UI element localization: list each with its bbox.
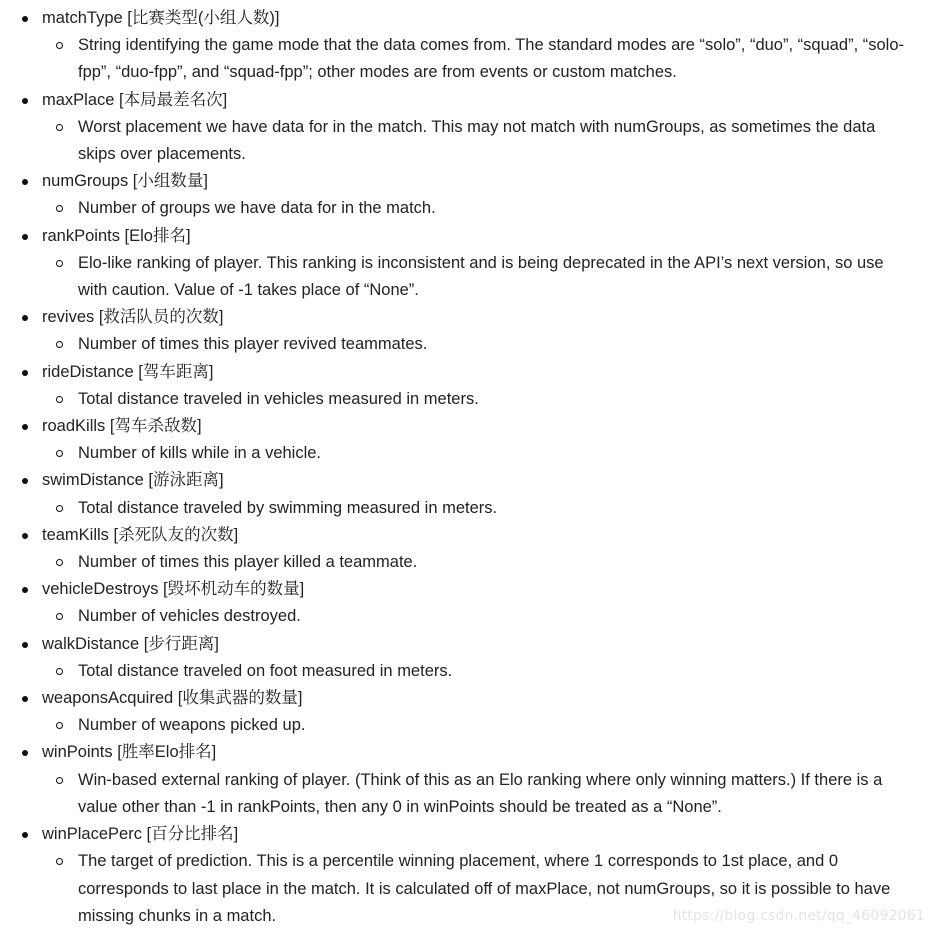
field-description: Number of times this player revived teammates. <box>78 335 428 354</box>
field-row <box>42 467 933 494</box>
field-name: maxPlace <box>42 90 115 109</box>
field-item <box>0 304 933 358</box>
field-description-item <box>42 495 933 522</box>
field-chinese-label: [驾车距离] <box>133 362 214 381</box>
bullet-circle-icon <box>56 858 63 865</box>
field-description: Number of weapons picked up. <box>78 716 306 735</box>
bullet-disc-icon <box>22 98 28 104</box>
field-chinese-label: [胜率Elo排名] <box>112 743 217 762</box>
bullet-disc-icon <box>22 696 28 702</box>
field-row <box>42 631 933 658</box>
field-chinese-label: [比赛类型(小组人数)] <box>122 9 280 27</box>
bullet-disc-icon <box>22 370 28 376</box>
bullet-disc-icon <box>22 424 28 430</box>
bullet-disc-icon <box>22 750 28 756</box>
field-name: winPlacePerc <box>42 825 142 844</box>
field-description-item <box>42 331 933 358</box>
field-name: roadKills <box>42 417 106 436</box>
field-item <box>0 467 933 521</box>
field-chinese-label: [毁坏机动车的数量] <box>158 580 305 599</box>
field-item <box>0 631 933 685</box>
bullet-circle-icon <box>56 205 63 212</box>
field-chinese-label: [Elo排名] <box>119 226 191 245</box>
field-row <box>42 576 933 603</box>
field-name: vehicleDestroys <box>42 580 159 599</box>
field-description: Win-based external ranking of player. (Think of this as an Elo ranking where only winning matters.) If there is a value other than -1 in rankPoints, then any 0 in winPoints should be treated as a “None”. <box>78 770 883 816</box>
field-row <box>42 5 933 32</box>
field-description-item <box>42 549 933 576</box>
bullet-circle-icon <box>56 722 63 729</box>
field-description-list <box>42 195 933 222</box>
bullet-circle-icon <box>56 777 63 784</box>
field-description: Number of kills while in a vehicle. <box>78 444 322 463</box>
field-name: weaponsAcquired <box>42 689 174 708</box>
field-chinese-label: [救活队员的次数] <box>94 308 224 327</box>
field-item <box>0 168 933 222</box>
field-description-item <box>42 32 933 86</box>
field-item <box>0 685 933 739</box>
field-row <box>42 522 933 549</box>
field-name: rideDistance <box>42 362 134 381</box>
field-description-list <box>42 250 933 304</box>
field-description: Number of vehicles destroyed. <box>78 607 301 626</box>
field-chinese-label: [游泳距离] <box>143 471 224 490</box>
field-description-list <box>42 440 933 467</box>
field-chinese-label: [驾车杀敌数] <box>105 417 202 436</box>
field-row <box>42 685 933 712</box>
bullet-circle-icon <box>56 668 63 675</box>
field-row <box>42 223 933 250</box>
field-description-item <box>42 114 933 168</box>
field-description-list <box>42 32 933 86</box>
field-description-list <box>42 712 933 739</box>
field-description-list <box>42 495 933 522</box>
bullet-circle-icon <box>56 396 63 403</box>
bullet-circle-icon <box>56 260 63 267</box>
field-description-list <box>42 386 933 413</box>
field-item <box>0 413 933 467</box>
field-description: String identifying the game mode that the data comes from. The standard modes are “solo”, “duo”, “squad”, “solo-fpp”, “duo-fpp”, and “squad-fpp”; other modes are from events or custom matches. <box>78 36 905 82</box>
bullet-disc-icon <box>22 234 28 240</box>
field-description-item <box>42 603 933 630</box>
bullet-disc-icon <box>22 533 28 539</box>
bullet-disc-icon <box>22 16 28 22</box>
bullet-disc-icon <box>22 179 28 185</box>
field-name: revives <box>42 308 95 327</box>
field-chinese-label: [步行距离] <box>139 634 219 653</box>
field-chinese-label: [小组数量] <box>128 172 208 191</box>
field-description: Total distance traveled by swimming measured in meters. <box>78 498 498 517</box>
field-row <box>42 821 933 848</box>
field-name: winPoints <box>42 743 113 762</box>
field-description-list <box>42 331 933 358</box>
field-description: Total distance traveled on foot measured in meters. <box>78 661 453 680</box>
field-chinese-label: [收集武器的数量] <box>173 689 303 708</box>
field-item <box>0 522 933 576</box>
field-item <box>0 223 933 305</box>
bullet-circle-icon <box>56 450 63 457</box>
field-name: walkDistance <box>42 634 140 653</box>
field-description-item <box>42 195 933 222</box>
field-description-list <box>42 658 933 685</box>
field-description-item <box>42 440 933 467</box>
field-row <box>42 739 933 766</box>
field-description: The target of prediction. This is a percentile winning placement, where 1 corresponds to 1st place, and 0 corresponds to last place in the match. It is calculated off of maxPlace, not numGroups, so it is possible to have missing chunks in a match. <box>78 852 891 925</box>
field-description: Elo-like ranking of player. This ranking is inconsistent and is being deprecated in the API’s next version, so use with caution. Value of -1 takes place of “None”. <box>78 253 884 300</box>
field-chinese-label: [杀死队友的次数] <box>108 525 239 544</box>
field-description: Number of times this player killed a teammate. <box>78 553 418 572</box>
bullet-circle-icon <box>56 613 63 620</box>
field-row <box>42 413 933 440</box>
field-row <box>42 87 933 114</box>
field-description-list <box>42 767 933 821</box>
bullet-circle-icon <box>56 505 63 512</box>
bullet-circle-icon <box>56 341 63 348</box>
field-item <box>0 739 933 821</box>
watermark: https://blog.csdn.net/qq_46092061 <box>672 908 925 924</box>
field-item <box>0 5 933 87</box>
field-description: Worst placement we have data for in the match. This may not match with numGroups, as sometimes the data skips over placements. <box>78 117 876 164</box>
field-description-item <box>42 250 933 304</box>
field-item <box>0 576 933 630</box>
field-name: numGroups <box>42 172 129 191</box>
field-description: Number of groups we have data for in the match. <box>78 199 436 218</box>
field-name: teamKills <box>42 525 109 544</box>
bullet-circle-icon <box>56 124 63 131</box>
field-row <box>42 304 933 331</box>
field-name: matchType <box>42 9 123 27</box>
field-row <box>42 359 933 386</box>
field-description-list <box>42 114 933 168</box>
field-description-list <box>42 603 933 630</box>
field-description-list <box>42 549 933 576</box>
field-chinese-label: [百分比排名] <box>141 825 239 844</box>
field-description-item <box>42 658 933 685</box>
bullet-disc-icon <box>22 642 28 648</box>
bullet-circle-icon <box>56 42 63 49</box>
field-row <box>42 168 933 195</box>
bullet-disc-icon <box>22 315 28 321</box>
field-description: Total distance traveled in vehicles measured in meters. <box>78 389 479 408</box>
field-description-item <box>42 386 933 413</box>
bullet-disc-icon <box>22 587 28 593</box>
field-chinese-label: [本局最差名次] <box>114 90 228 109</box>
field-item <box>0 359 933 413</box>
field-description-item <box>42 767 933 821</box>
bullet-disc-icon <box>22 478 28 484</box>
bullet-disc-icon <box>22 832 28 838</box>
field-item <box>0 87 933 169</box>
bullet-circle-icon <box>56 559 63 566</box>
field-name: swimDistance <box>42 471 144 490</box>
field-description-item <box>42 712 933 739</box>
field-name: rankPoints <box>42 226 120 245</box>
